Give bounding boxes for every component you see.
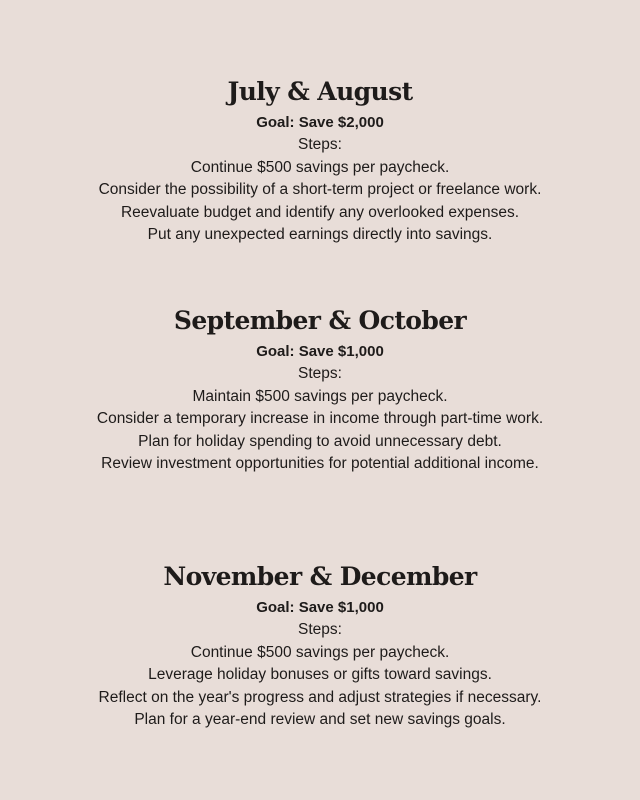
savings-plan-section-july-august — [0, 76, 640, 247]
step-item: Consider a temporary increase in income through part-time work. — [96, 410, 544, 427]
step-item: Plan for holiday spending to avoid unnecessary debt. — [138, 432, 502, 450]
step-item: Reflect on the year's progress and adjust strategies if necessary. — [98, 688, 542, 706]
section-title: July & August — [227, 77, 413, 106]
step-item: Review investment opportunities for potential additional income. — [101, 455, 539, 472]
steps-label: Steps: — [298, 136, 342, 153]
steps-list — [0, 386, 640, 476]
step-item: Continue $500 savings per paycheck. — [190, 643, 450, 661]
goal-text: Goal: Save $2,000 — [256, 114, 384, 131]
step-item: Continue $500 savings per paycheck. — [190, 158, 450, 176]
step-item: Put any unexpected earnings directly into savings. — [147, 226, 493, 243]
steps-label: Steps: — [298, 365, 342, 382]
section-title: September & October — [173, 306, 467, 335]
savings-plan-section-november-december — [0, 561, 640, 732]
steps-list — [0, 157, 640, 247]
steps-list — [0, 642, 640, 732]
step-item: Plan for a year-end review and set new savings goals. — [134, 711, 506, 728]
goal-text: Goal: Save $1,000 — [256, 343, 384, 360]
section-title: November & December — [163, 562, 477, 591]
steps-label: Steps: — [298, 621, 342, 638]
goal-text: Goal: Save $1,000 — [256, 599, 384, 616]
step-item: Consider the possibility of a short-term project or freelance work. — [98, 181, 542, 198]
step-item: Maintain $500 savings per paycheck. — [192, 387, 448, 405]
step-item: Leverage holiday bonuses or gifts toward savings. — [148, 666, 492, 683]
step-item: Reevaluate budget and identify any overlooked expenses. — [120, 203, 520, 221]
savings-plan-section-september-october — [0, 305, 640, 476]
